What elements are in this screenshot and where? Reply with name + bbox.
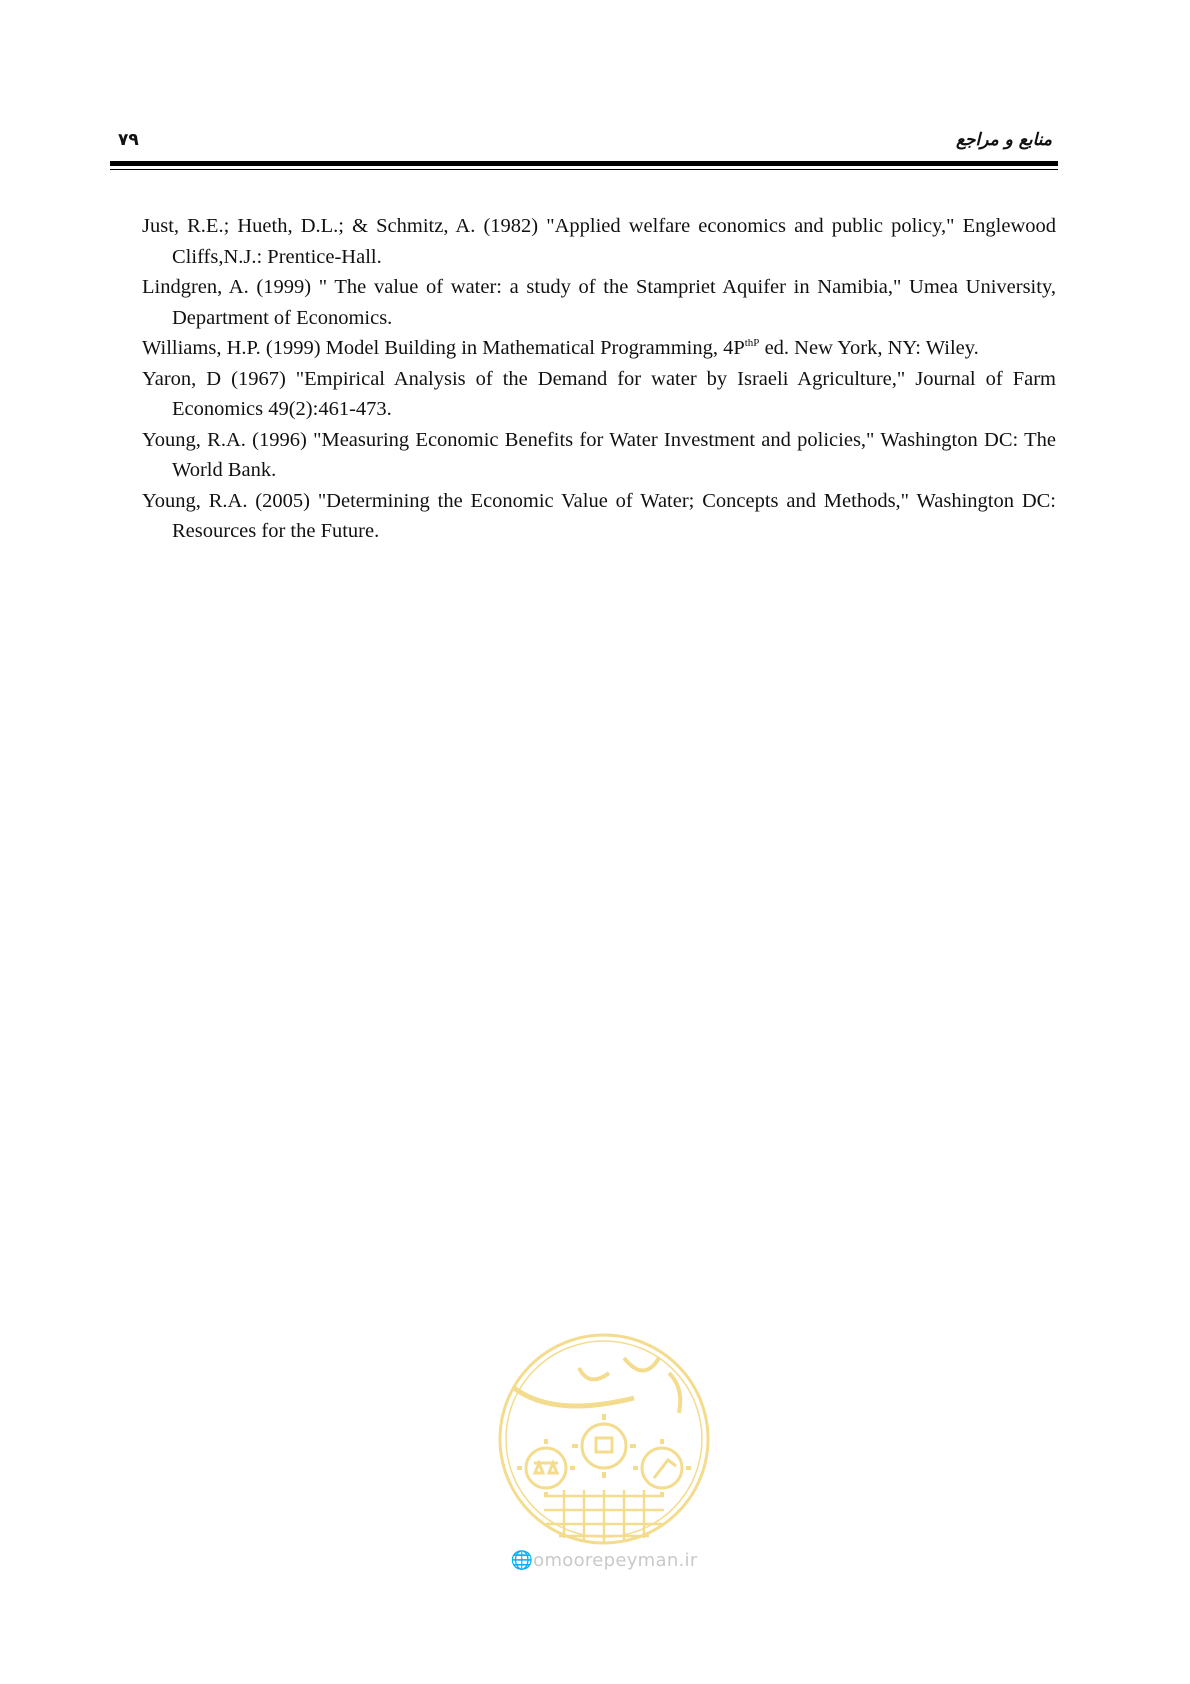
reference-text: ed. New York, NY: Wiley. (759, 337, 979, 359)
reference-item (142, 333, 1056, 364)
reference-item: Yaron, D (1967) "Empirical Analysis of the Demand for water by Israeli Agriculture," Journal of Farm Economics 49(2):461-473. (142, 367, 1056, 420)
reference-superscript: thP (744, 337, 760, 350)
reference-list (142, 211, 1056, 547)
header-title: منابع و مراجع (955, 130, 1052, 150)
watermark (484, 1328, 724, 1598)
reference-item: Just, R.E.; Hueth, D.L.; & Schmitz, A. (1982) "Applied welfare economics and public policy," Englewood Cliffs,N.J.: Prentice-Hall. (142, 215, 1056, 268)
reference-item: Young, R.A. (1996) "Measuring Economic Benefits for Water Investment and policies," Washington DC: The World Bank. (142, 428, 1056, 481)
reference-item: Young, R.A. (2005) "Determining the Economic Value of Water; Concepts and Methods," Washington DC: Resources for the Future. (142, 489, 1056, 542)
header-rule-thick (110, 161, 1058, 166)
watermark-logo-icon (484, 1328, 724, 1550)
page-header (110, 128, 1058, 158)
page-number: ۷۹ (118, 130, 139, 150)
reference-item: Lindgren, A. (1999) " The value of water: a study of the Stampriet Aquifer in Namibia," Umea University, Department of Economics. (142, 276, 1056, 329)
globe-icon: 🌐 (510, 1550, 534, 1571)
header-rule-thin (110, 169, 1058, 170)
watermark-site (484, 1550, 724, 1571)
watermark-site-label: omoorepeyman.ir (533, 1550, 698, 1571)
reference-text: Williams, H.P. (1999) Model Building in Mathematical Programming, 4P (142, 337, 745, 359)
